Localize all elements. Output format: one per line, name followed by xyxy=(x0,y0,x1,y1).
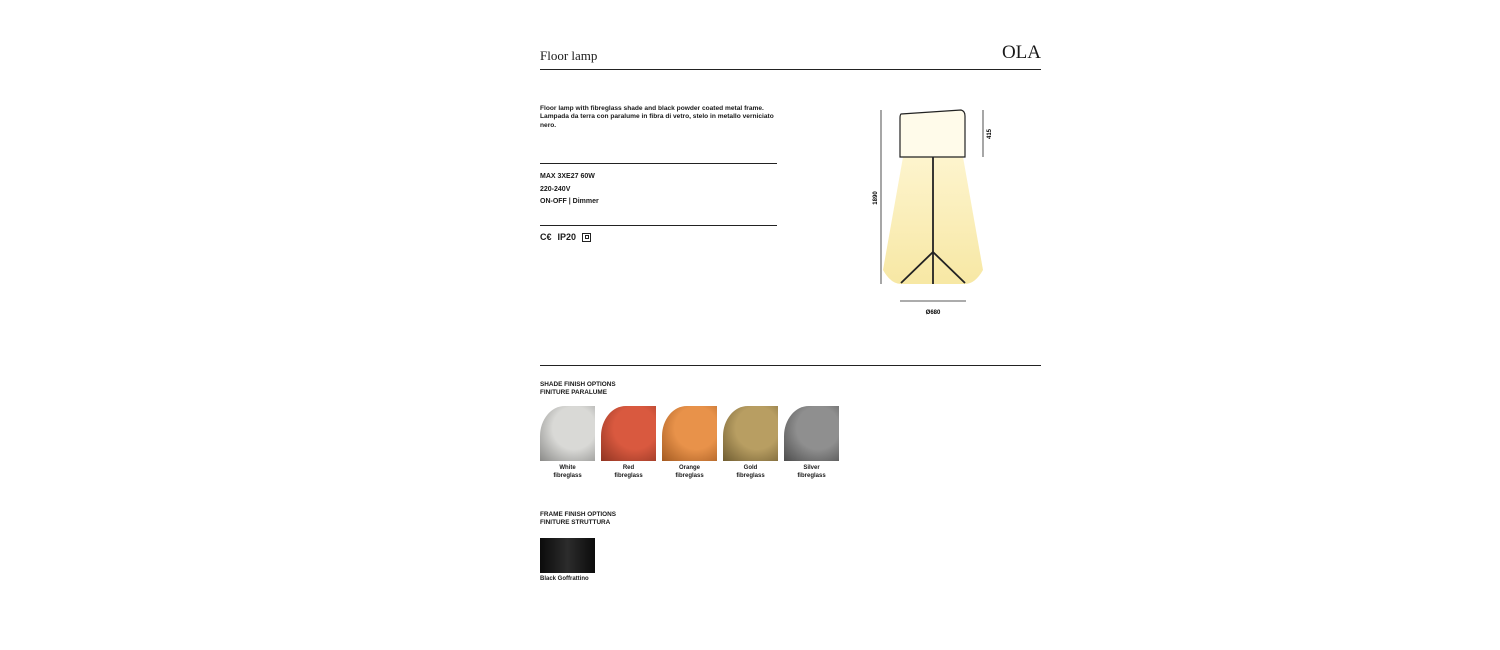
swatch-caption: Silver fibreglass xyxy=(797,465,826,479)
certifications xyxy=(540,232,591,242)
shade-dim-label: 415 xyxy=(987,128,993,140)
lamp-drawing xyxy=(865,102,1005,322)
shade-title-it: FINITURE PARALUME xyxy=(540,388,607,396)
class-ii-icon xyxy=(582,233,591,242)
specs-rule xyxy=(540,225,777,226)
shade-swatch-orange[interactable] xyxy=(662,406,717,480)
spec-power: MAX 3XE27 60W xyxy=(540,173,595,180)
shade-swatch-silver[interactable] xyxy=(784,406,839,480)
height-dim-label: 1890 xyxy=(873,191,879,205)
shade-title-en: SHADE FINISH OPTIONS xyxy=(540,381,616,388)
header-rule xyxy=(540,69,1041,70)
frame-title-it: FINITURE STRUTTURA xyxy=(540,518,611,526)
description-rule xyxy=(540,163,777,164)
shade-swatch-gold[interactable] xyxy=(723,406,778,480)
lamp-shade xyxy=(900,110,965,157)
description-it: Lampada da terra con paralume in fibra di vetro, stelo in metallo verniciato nero. xyxy=(540,113,774,129)
swatch-chip xyxy=(601,406,656,461)
swatch-chip xyxy=(784,406,839,461)
spec-control: ON-OFF | Dimmer xyxy=(540,198,599,205)
product-name: OLA xyxy=(1001,42,1041,63)
swatch-chip xyxy=(723,406,778,461)
swatch-caption: Orange fibreglass xyxy=(675,465,704,479)
frame-section-title xyxy=(540,511,616,526)
section-rule xyxy=(540,365,1041,366)
specs-list xyxy=(540,171,599,209)
description-en: Floor lamp with fibreglass shade and black powder coated metal frame. xyxy=(540,105,764,112)
shade-section-title xyxy=(540,381,616,396)
category-title: Floor lamp xyxy=(540,48,598,63)
shade-swatch-red[interactable] xyxy=(601,406,656,480)
frame-chip xyxy=(540,538,595,573)
swatch-chip xyxy=(662,406,717,461)
swatch-caption: Gold fibreglass xyxy=(736,465,765,479)
frame-swatch-black[interactable] xyxy=(540,538,595,582)
ce-mark: C€ xyxy=(540,232,552,242)
diameter-dim-label: Ø680 xyxy=(925,310,941,316)
swatch-chip xyxy=(540,406,595,461)
spec-voltage: 220-240V xyxy=(540,185,571,193)
product-sheet xyxy=(540,40,1041,600)
description xyxy=(540,105,775,130)
swatch-caption: Red fibreglass xyxy=(614,465,643,479)
frame-caption: Black Goffrattino xyxy=(540,576,589,582)
frame-title-en: FRAME FINISH OPTIONS xyxy=(540,511,616,518)
ip-rating: IP20 xyxy=(557,232,577,242)
swatch-caption: White fibreglass xyxy=(553,465,582,479)
shade-swatch-white[interactable] xyxy=(540,406,595,480)
shade-swatches xyxy=(540,406,839,480)
